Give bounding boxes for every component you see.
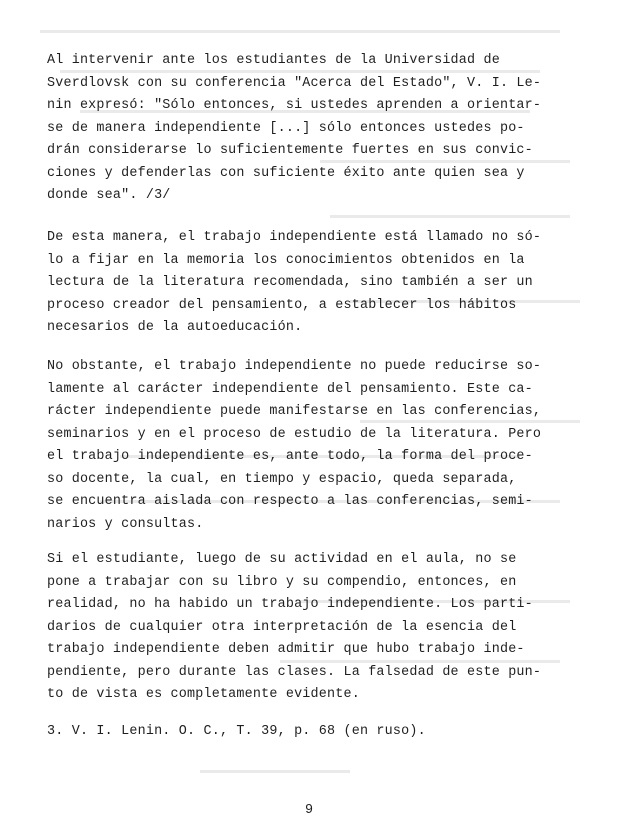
text-line: so docente, la cual, en tiempo y espacio, queda separada, [47,471,517,487]
text-line: pendiente, pero durante las clases. La falsedad de este pun- [47,664,542,680]
text-line: el trabajo independiente es, ante todo, la forma del proce- [47,449,533,464]
text-line: trabajo independiente deben admitir que hubo trabajo inde- [47,642,525,657]
text-line: De esta manera, el trabajo independiente está llamado no só- [47,230,542,245]
text-line: ciones y defenderlas con suficiente éxito ante quien sea y [47,165,525,181]
text-line: drán considerarse lo suficientemente fuertes en sus convic- [47,143,533,158]
text-line: donde sea". /3/ [47,188,171,203]
text-line: realidad, no ha habido un trabajo independiente. Los parti- [47,597,533,612]
text-line: nin expresó: "Sólo entonces, si ustedes aprenden a orientar- [47,98,542,113]
paragraph-3 [47,356,587,536]
text-line: to de vista es completamente evidente. [47,687,360,702]
text-line: darios de cualquier otra interpretación de la esencia del [47,619,517,635]
text-line: se encuentra aislada con respecto a las conferencias, semi- [47,494,533,509]
text-line: lamente al carácter independiente del pensamiento. Este ca- [47,381,533,397]
footnote-text: 3. V. I. Lenin. O. C., T. 39, p. 68 (en ruso). [47,724,426,739]
text-line: proceso creador del pensamiento, a establecer los hábitos [47,297,517,313]
text-line: necesarios de la autoeducación. [47,320,303,335]
text-line: seminarios y en el proceso de estudio de la literatura. Pero [47,426,542,442]
text-line: narios y consultas. [47,516,204,532]
text-line: No obstante, el trabajo independiente no puede reducirse so- [47,359,542,374]
text-line: lo a fijar en la memoria los conocimientos obtenidos en la [47,252,525,268]
paragraph-4 [47,549,587,707]
page-number: 9 [304,803,314,818]
text-line: Sverdlovsk con su conferencia "Acerca del Estado", V. I. Le- [47,75,542,91]
paragraph-2 [47,227,587,340]
text-line: rácter independiente puede manifestarse en las conferencias, [47,404,542,419]
text-line: se de manera independiente [...] sólo entonces ustedes po- [47,120,525,136]
text-line: Al intervenir ante los estudiantes de la Universidad de [47,53,500,68]
footnote [47,721,587,744]
text-line: Si el estudiante, luego de su actividad en el aula, no se [47,552,517,567]
paragraph-1 [47,50,587,208]
text-line: pone a trabajar con su libro y su compendio, entonces, en [47,574,517,590]
text-line: lectura de la literatura recomendada, sino también a ser un [47,275,533,290]
